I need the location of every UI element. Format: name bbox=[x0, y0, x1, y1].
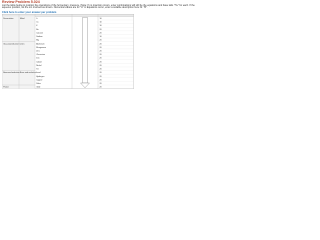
species-label: Hydrogen bbox=[36, 75, 45, 78]
value-label: 20 bbox=[99, 61, 102, 64]
species-label: Iron bbox=[36, 57, 40, 60]
species-label: Nickel bbox=[36, 64, 42, 67]
value-label: 20 bbox=[99, 86, 102, 89]
value-label: 20 bbox=[99, 28, 102, 31]
species-label: Ba bbox=[36, 28, 39, 31]
activity-series-table bbox=[2, 14, 134, 89]
species-label: Chromium bbox=[36, 54, 45, 57]
species-label: Calcium bbox=[36, 32, 44, 35]
answer-hint-link[interactable]: Click here to enter your answer per problem bbox=[2, 10, 57, 14]
value-label: 20 bbox=[99, 32, 102, 35]
group-column-fill bbox=[2, 16, 35, 88]
group-label: Gas-and-reduction series bbox=[3, 43, 25, 46]
species-label: K bbox=[36, 25, 38, 28]
value-label: 20 bbox=[99, 72, 102, 75]
value-label: 20 bbox=[99, 50, 102, 53]
metal-label: Base and reduction bbox=[20, 72, 37, 75]
value-label: 20 bbox=[99, 68, 102, 71]
value-label: 10 bbox=[99, 25, 102, 28]
value-label: 10 bbox=[99, 17, 102, 20]
value-label: 20 bbox=[99, 54, 102, 57]
species-label: Zinc bbox=[36, 50, 40, 53]
group-label: Dissociation bbox=[3, 17, 14, 20]
species-label: Mg bbox=[36, 39, 39, 42]
species-label: Cs bbox=[36, 21, 39, 24]
value-label: 20 bbox=[99, 46, 102, 49]
value-label: 20 bbox=[99, 79, 102, 82]
species-label: Silver bbox=[36, 82, 41, 85]
species-label: Tin bbox=[36, 68, 39, 71]
value-label: 20 bbox=[99, 39, 102, 42]
table-header-band bbox=[2, 14, 134, 16]
table-svg bbox=[2, 14, 134, 89]
species-label: Copper bbox=[36, 79, 43, 82]
value-label: 20 bbox=[99, 57, 102, 60]
species-label: Lead bbox=[36, 72, 41, 75]
value-label: 10 bbox=[99, 36, 102, 39]
species-label: Sodium bbox=[36, 36, 43, 39]
metal-label: Metal bbox=[20, 17, 25, 20]
value-label: 20 bbox=[99, 82, 102, 85]
value-label: 10 bbox=[99, 21, 102, 24]
species-label: Manganese bbox=[36, 46, 47, 49]
group-label: Base-and-reduction bbox=[3, 72, 20, 75]
value-label: 20 bbox=[99, 75, 102, 78]
species-label: Li bbox=[36, 17, 38, 20]
value-label: 20 bbox=[99, 43, 102, 46]
species-label: Aluminum bbox=[36, 43, 45, 46]
group-label: Proton bbox=[3, 86, 9, 89]
arrow-shaft bbox=[83, 17, 88, 83]
instructions-text: List the table below to position the operations of the fermentary, pressure, (Note: If no insertion occurs, enter combinations will still be the equations and base tabs "H+" for each. If the aqueous position, list the ion involved as shown. Numerical values are for "A" in Equations occur, enter a suitable description here Nr. "B". bbox=[2, 3, 195, 10]
value-label: 20 bbox=[99, 64, 102, 67]
species-label: Cobalt bbox=[36, 61, 42, 64]
species-label: Gold bbox=[36, 86, 41, 89]
page-title: Review Problem 5.024 bbox=[2, 0, 40, 4]
